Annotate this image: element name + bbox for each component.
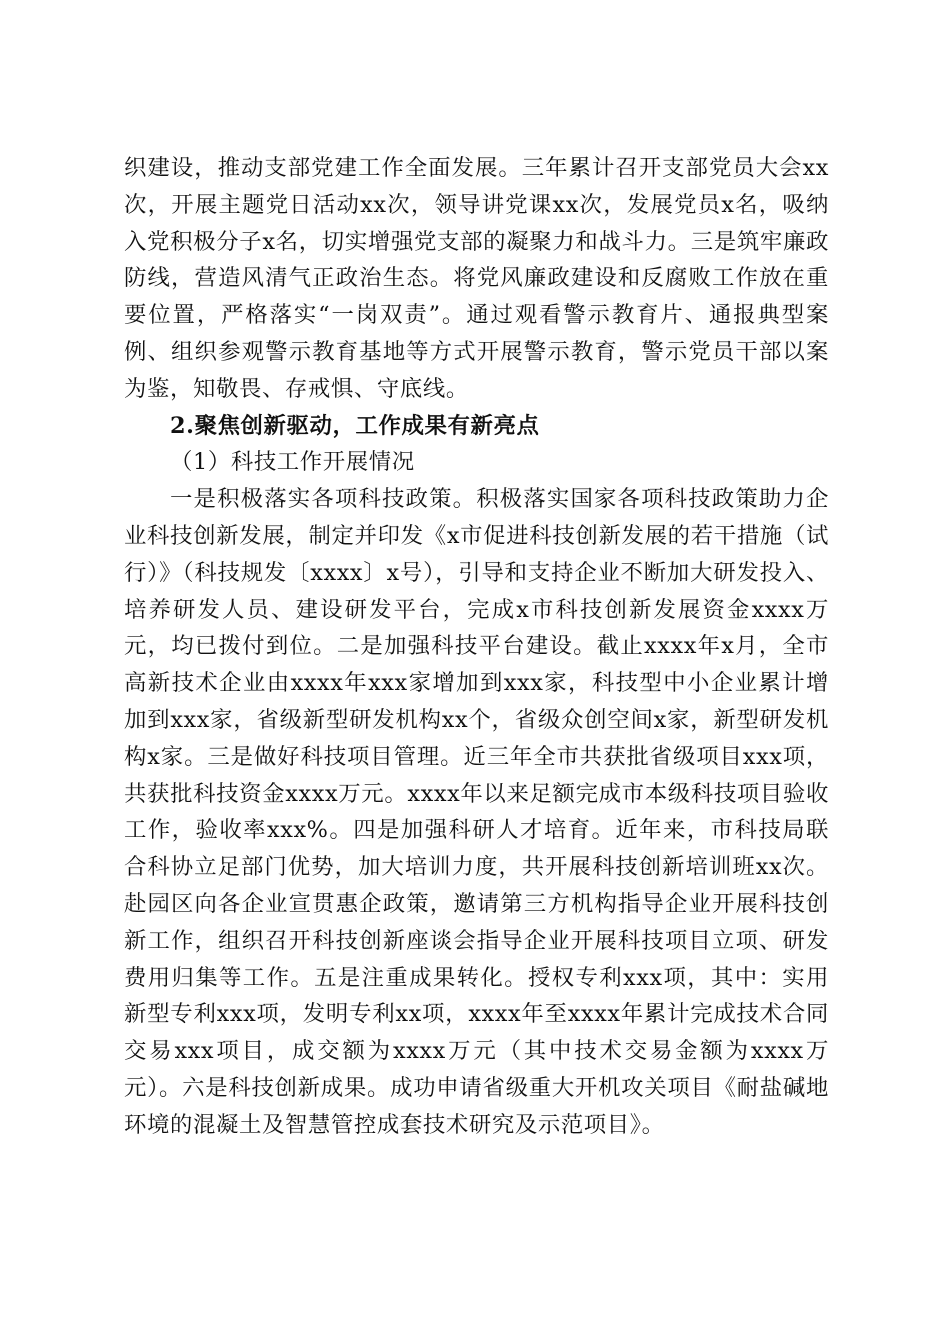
body-paragraph: 一是积极落实各项科技政策。积极落实国家各项科技政策助力企业科技创新发展，制定并印发《x市促进科技创新发展的若干措施（试行）》（科技规发〔xxxx〕x号），引导和支持企业不断加大研发投入、培养研发人员、建设研发平台，完成x市科技创新发展资金xxxx万元，均已拨付到位。二是加强科技平台建设。截止xxxx年x月，全市高新技术企业由xxxx年xxx家增加到xxx家，科技型中小企业累计增加到xxx家，省级新型研发机构xx个，省级众创空间x家，新型研发机构x家。三是做好科技项目管理。近三年全市共获批省级项目xxx项，共获批科技资金xxxx万元。xxxx年以来足额完成市本级科技项目验收工作，验收率xxx%。四是加强科研人才培育。近年来，市科技局联合科协立足部门优势，加大培训力度，共开展科技创新培训班xx次。赴园区向各企业宣贯惠企政策，邀请第三方机构指导企业开展科技创新工作，组织召开科技创新座谈会指导企业开展科技项目立项、研发费用归集等工作。五是注重成果转化。授权专利xxx项，其中：实用新型专利xxx项，发明专利xx项，xxxx年至xxxx年累计完成技术合同交易xxx项目，成交额为xxxx万元（其中技术交易金额为xxxx万元）。六是科技创新成果。成功申请省级重大开机攻关项目《耐盐碱地环境的混凝土及智慧管控成套技术研究及示范项目》。: [124, 486, 829, 1138]
section-heading: 2.聚焦创新驱动，工作成果有新亮点: [170, 412, 540, 439]
body-paragraph: 织建设，推动支部党建工作全面发展。三年累计召开支部党员大会xx次，开展主题党日活动xx次，领导讲党课xx次，发展党员x名，吸纳入党积极分子x名，切实增强党支部的凝聚力和战斗力。三是筑牢廉政防线，营造风清气正政治生态。将党风廉政建设和反腐败工作放在重要位置，严格落实“一岗双责”。通过观看警示教育片、通报典型案例、组织参观警示教育基地等方式开展警示教育，警示党员干部以案为鉴，知敬畏、存戒惧、守底线。: [124, 155, 829, 402]
document-body: [124, 150, 829, 1144]
subsection-heading: （1）科技工作开展情况: [170, 449, 415, 476]
